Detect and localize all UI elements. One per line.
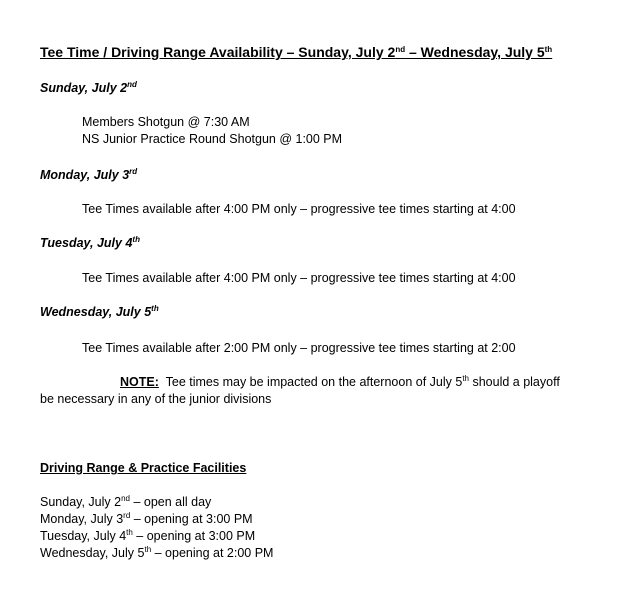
range-item-sup: rd <box>123 511 131 520</box>
sunday-line-1: Members Shotgun @ 7:30 AM <box>82 115 250 129</box>
day-heading-sunday <box>40 80 137 96</box>
day-sup: nd <box>127 80 137 89</box>
range-item <box>40 545 273 561</box>
day-name: Sunday, July 2 <box>40 81 128 95</box>
wednesday-line-1: Tee Times available after 2:00 PM only – progressive tee times starting at 2:00 <box>82 341 516 355</box>
note-text-1: Tee times may be impacted on the afternoon of July 5 <box>158 375 463 389</box>
title-sup-1: nd <box>395 45 406 54</box>
range-item-detail: – open all day <box>129 495 212 509</box>
day-heading-tuesday <box>40 235 140 251</box>
range-item <box>40 494 211 510</box>
day-sup: th <box>132 235 140 244</box>
document-title <box>40 44 552 60</box>
range-item-detail: – opening at 3:00 PM <box>130 512 253 526</box>
range-item-day: Monday, July 3 <box>40 512 124 526</box>
range-item <box>40 511 253 527</box>
range-item-sup: th <box>126 528 133 537</box>
day-name: Wednesday, July 5 <box>40 305 152 319</box>
range-item-sup: th <box>144 545 152 554</box>
day-heading-monday <box>40 167 137 183</box>
day-name: Monday, July 3 <box>40 168 130 182</box>
title-text-1: Tee Time / Driving Range Availability – Sunday, July 2 <box>40 44 396 60</box>
note-text-2: should a playoff <box>468 375 560 389</box>
day-sup: rd <box>129 167 138 176</box>
note-label: NOTE: <box>120 375 159 389</box>
range-item-day: Tuesday, July 4 <box>40 529 127 543</box>
title-text-2: – Wednesday, July 5 <box>405 44 545 60</box>
monday-line-1: Tee Times available after 4:00 PM only – progressive tee times starting at 4:00 <box>82 202 516 216</box>
note-sup: th <box>462 374 469 383</box>
range-item-detail: – opening at 3:00 PM <box>132 529 256 543</box>
title-sup-2: th <box>544 45 553 54</box>
day-heading-wednesday <box>40 304 159 320</box>
range-item-day: Wednesday, July 5 <box>40 546 145 560</box>
range-item-detail: – opening at 2:00 PM <box>151 546 274 560</box>
note-line-2: be necessary in any of the junior divisions <box>40 392 272 406</box>
tuesday-line-1: Tee Times available after 4:00 PM only – progressive tee times starting at 4:00 <box>82 271 516 285</box>
day-sup: th <box>151 304 159 313</box>
note-line-1 <box>120 374 560 390</box>
range-item-sup: nd <box>121 494 130 503</box>
range-item <box>40 528 255 544</box>
day-name: Tuesday, July 4 <box>40 236 133 250</box>
range-item-day: Sunday, July 2 <box>40 495 122 509</box>
sunday-line-2: NS Junior Practice Round Shotgun @ 1:00 PM <box>82 132 343 146</box>
range-heading: Driving Range & Practice Facilities <box>40 461 247 475</box>
